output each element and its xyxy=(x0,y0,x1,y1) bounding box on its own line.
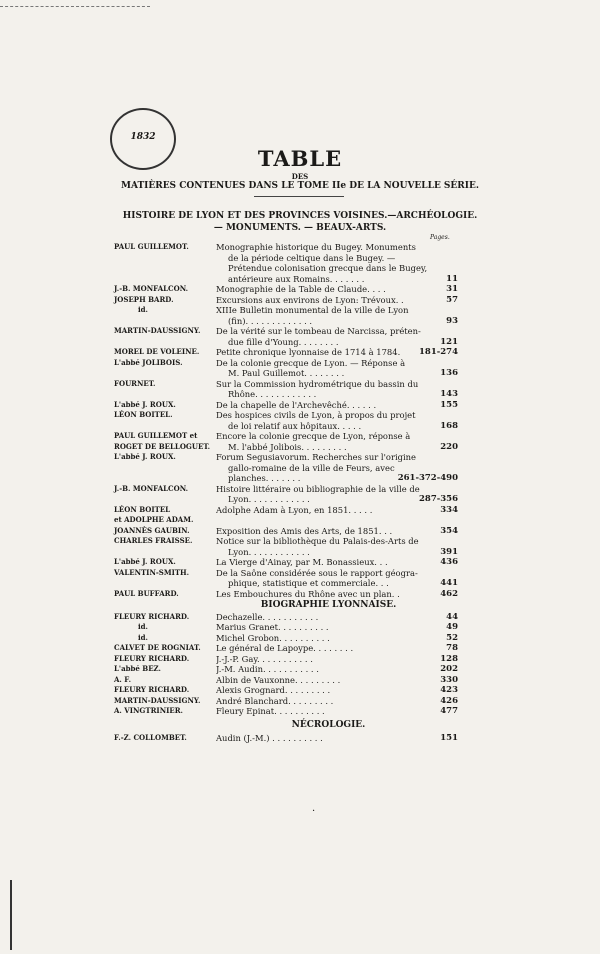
entry-page-number: 136 xyxy=(440,368,458,378)
entry-title-line: Notice sur la bibliothèque du Palais-des-Arts de xyxy=(216,536,419,546)
entry-author xyxy=(114,654,189,665)
entry-author xyxy=(114,347,199,358)
entry-page-number: 462 xyxy=(440,588,458,599)
entry-title-line: Exposition des Amis des Arts, de 1851. . . xyxy=(216,525,393,536)
entry-author-line: FLEURY RICHARD. xyxy=(114,653,190,663)
entry-author xyxy=(138,305,148,316)
entry-page-number: 121 xyxy=(440,336,458,347)
entry-author-line: CHARLES FRAISSE. xyxy=(114,536,193,545)
entry-title-line: Histoire littéraire ou bibliographie de la ville de xyxy=(216,483,420,494)
entry-title-line: Dechazelle. . . . . . . . . . . xyxy=(216,611,319,622)
entry-author xyxy=(114,326,200,337)
entry-title-line: Lyon. . . . . . . . . . . . xyxy=(228,494,310,504)
entry-author xyxy=(114,410,173,421)
entry-author xyxy=(114,400,176,411)
entry-title xyxy=(216,685,441,696)
entry-title-line: Adolphe Adam à Lyon, en 1851. . . . . xyxy=(216,504,373,515)
entry-title xyxy=(216,358,441,379)
entry-page-number: 423 xyxy=(440,685,458,695)
entry-title-line: Petite chronique lyonnaise de 1714 à 1784. xyxy=(216,347,401,357)
entry-title-line: De la vérité sur le tombeau de Narcissa, préten- xyxy=(216,326,421,336)
entry-title xyxy=(216,284,441,295)
entry-title-line: Fleury Epinat. . . . . . . . . . xyxy=(216,706,325,716)
entry-title xyxy=(216,557,441,568)
entry-page-number: 391 xyxy=(440,546,458,557)
entry-author xyxy=(114,612,189,623)
entry-title-line: Rhône. . . . . . . . . . . . xyxy=(228,389,317,399)
entry-title-line: antérieure aux Romains. . . . . . . xyxy=(228,273,365,284)
entry-page-number: 52 xyxy=(446,632,458,643)
entry-author-line: id. xyxy=(138,632,148,642)
entry-page-number: 31 xyxy=(446,284,458,294)
entry-author-line: L'abbé J. ROUX. xyxy=(114,557,176,566)
entry-title xyxy=(216,484,441,505)
entry-title xyxy=(216,400,441,411)
entry-author-line: L'abbé JOLIBOIS. xyxy=(114,357,183,367)
entry-author-line: L'abbé J. ROUX. xyxy=(114,452,176,461)
section-heading: BIOGRAPHIE LYONNAISE. xyxy=(260,600,397,610)
page-title: TABLE xyxy=(257,146,343,171)
entry-author-line: MARTIN-DAUSSIGNY. xyxy=(114,326,201,335)
entry-author-line: PAUL GUILLEMOT. xyxy=(114,242,189,251)
entry-title-line: De la colonie grecque de Lyon. — Réponse à xyxy=(216,357,406,368)
entry-title xyxy=(216,536,441,557)
entry-title-line: Marius Granet. . . . . . . . . . xyxy=(216,622,329,632)
pages-column-label: Pages. xyxy=(430,234,450,241)
entry-title xyxy=(216,664,441,675)
entry-page-number: 151 xyxy=(440,733,458,743)
entry-title xyxy=(216,696,441,707)
entry-page-number: 155 xyxy=(440,399,458,410)
entry-author xyxy=(114,733,187,744)
entry-title xyxy=(216,379,441,400)
entry-title-line: La Vierge d'Ainay, par M. Bonassieux. . . xyxy=(216,557,388,567)
entry-title xyxy=(216,568,441,589)
entry-author xyxy=(114,685,189,696)
entry-page-number: 168 xyxy=(440,420,458,431)
entry-title xyxy=(216,431,441,452)
entry-page-number: 11 xyxy=(446,273,458,284)
entry-title xyxy=(216,633,441,644)
entry-page-number: 44 xyxy=(446,611,458,622)
scan-edge-line xyxy=(0,6,150,7)
entry-author-line: id. xyxy=(138,622,148,631)
entry-page-number: 78 xyxy=(446,643,458,653)
entry-author xyxy=(114,643,201,654)
entry-author-line: PAUL BUFFARD. xyxy=(114,588,179,598)
section-title xyxy=(0,210,600,234)
title-connector: DES xyxy=(291,172,309,181)
entry-author xyxy=(114,675,131,686)
entry-author-line: LÉON BOITEL. xyxy=(114,410,173,419)
entry-page-number: 143 xyxy=(440,389,458,399)
entry-page-number: 441 xyxy=(440,578,458,588)
entry-title-line: gallo-romaine de la ville de Feurs, avec xyxy=(228,462,395,473)
section-title-line-1: HISTOIRE DE LYON ET DES PROVINCES VOISINES.—ARCHÉOLOGIE. xyxy=(122,211,478,221)
entry-author xyxy=(114,568,189,579)
entry-page-number: 436 xyxy=(440,557,458,567)
entry-author-line: F.-Z. COLLOMBET. xyxy=(114,733,187,742)
entry-author xyxy=(114,242,189,253)
entry-page-number: 181-274 xyxy=(418,347,458,357)
entry-page-number: 287-356 xyxy=(418,494,458,504)
entry-author xyxy=(114,284,188,295)
entry-author xyxy=(114,696,200,707)
entry-title-line: (fin). . . . . . . . . . . . . xyxy=(228,315,313,326)
entry-title xyxy=(216,526,441,537)
scan-edge-mark xyxy=(10,880,12,950)
entry-title-line: André Blanchard. . . . . . . . . xyxy=(216,695,334,706)
entry-title xyxy=(216,295,441,306)
entry-author-line: CALVET DE ROGNIAT. xyxy=(114,643,201,652)
entry-author xyxy=(114,358,183,369)
stamp-text: 1832 xyxy=(130,132,156,142)
entry-title xyxy=(216,643,441,654)
entry-title xyxy=(216,706,441,717)
entry-title xyxy=(216,242,441,284)
entry-author-line: JOANNÈS GAUBIN. xyxy=(114,525,190,535)
entry-title-line: Michel Grobon. . . . . . . . . . xyxy=(216,632,330,643)
entry-page-number: 261-372-490 xyxy=(397,473,458,483)
entry-author xyxy=(114,536,192,547)
entry-author xyxy=(114,379,155,390)
entry-title-line: M. l'abbé Jolibois. . . . . . . . . xyxy=(228,441,347,452)
entry-title-line: J.-M. Audin. . . . . . . . . . . xyxy=(216,664,319,674)
entry-author-line: FOURNET. xyxy=(114,378,156,388)
entry-title xyxy=(216,589,441,600)
entry-title xyxy=(216,347,441,358)
entry-author-line: VALENTIN-SMITH. xyxy=(114,567,190,577)
entry-page-number: 93 xyxy=(446,315,458,326)
entry-author xyxy=(114,295,174,306)
entry-title-line: Encore la colonie grecque de Lyon, réponse à xyxy=(216,431,411,441)
entry-title-line: Des hospices civils de Lyon, à propos du projet xyxy=(216,410,416,420)
entry-title-line: Excursions aux environs de Lyon: Trévoux. . xyxy=(216,294,404,305)
entry-title-line: phique, statistique et commerciale. . . xyxy=(228,578,389,588)
entry-title xyxy=(216,733,441,744)
entry-title-line: Monographie de la Table de Claude. . . . xyxy=(216,284,386,294)
entry-page-number: 477 xyxy=(440,706,458,716)
entry-author-line: J.-B. MONFALCON. xyxy=(114,284,189,293)
entry-author xyxy=(114,664,161,675)
entry-title xyxy=(216,410,441,431)
entry-author xyxy=(114,452,176,463)
entry-title-line: Monographie historique du Bugey. Monuments xyxy=(216,242,416,252)
entry-title-line: J.-J.-P. Gay. . . . . . . . . . . xyxy=(216,653,313,664)
entry-title-line: XIIIe Bulletin monumental de la ville de Lyon xyxy=(216,305,409,315)
entry-page-number: 202 xyxy=(440,664,458,674)
entry-author-line: LÉON BOITEL xyxy=(114,504,171,514)
entry-author-line: A. F. xyxy=(114,674,132,684)
entry-page-number: 49 xyxy=(446,622,458,632)
entry-title xyxy=(216,622,441,633)
entry-title-line: de la période celtique dans le Bugey. — xyxy=(228,252,396,263)
entry-title xyxy=(216,612,441,623)
entry-title-line: Forum Segusiavorum. Recherches sur l'origine xyxy=(216,452,417,462)
entry-author-line: L'abbé J. ROUX. xyxy=(114,399,176,409)
section-heading: NÉCROLOGIE. xyxy=(291,719,366,730)
entry-author-line: PAUL GUILLEMOT et xyxy=(114,431,198,440)
entry-author-line: MOREL DE VOLEINE. xyxy=(114,347,200,356)
entry-author xyxy=(114,431,210,452)
entry-title xyxy=(216,305,441,326)
entry-author xyxy=(138,622,148,633)
entry-title-line: De la chapelle de l'Archevêché. . . . . . xyxy=(216,399,377,410)
entry-author-line: JOSEPH BARD. xyxy=(114,294,174,304)
entry-title-line: Sur la Commission hydrométrique du bassin du xyxy=(216,378,419,389)
entry-author-line: J.-B. MONFALCON. xyxy=(114,483,189,493)
footer-mark: · xyxy=(312,806,316,817)
entry-title xyxy=(216,326,441,347)
entry-title-line: planches. . . . . . . xyxy=(228,473,301,483)
entry-author-line: FLEURY RICHARD. xyxy=(114,685,190,694)
entry-author-line: et ADOLPHE ADAM. xyxy=(114,515,194,524)
entry-title-line: Les Embouchures du Rhône avec un plan. . xyxy=(216,588,400,599)
entry-title-line: due fille d'Young. . . . . . . . xyxy=(228,336,339,347)
entry-page-number: 57 xyxy=(446,294,458,305)
entry-page-number: 426 xyxy=(440,695,458,706)
entry-author xyxy=(114,484,188,495)
entry-title-line: Le général de Lapoype. . . . . . . . xyxy=(216,643,354,653)
entry-title-line: Audin (J.-M.) . . . . . . . . . . xyxy=(216,733,323,743)
entry-page-number: 128 xyxy=(440,653,458,664)
entry-title-line: De la Saône considérée sous le rapport géogra- xyxy=(216,567,418,578)
entry-title-line: Prétendue colonisation grecque dans le Bugey, xyxy=(228,263,428,273)
entry-title-line: M. Paul Guillemot. . . . . . . . xyxy=(228,368,345,378)
entry-author-line: MARTIN-DAUSSIGNY. xyxy=(114,695,201,705)
entry-title-line: Albin de Vauxonne. . . . . . . . . xyxy=(216,674,341,685)
entry-author xyxy=(114,557,176,568)
entry-author-line: id. xyxy=(138,305,148,314)
entry-author-line: A. VINGTRINIER. xyxy=(114,706,183,715)
entry-title xyxy=(216,675,441,686)
entry-author xyxy=(114,505,193,526)
entry-page-number: 354 xyxy=(440,525,458,536)
entry-title-line: Lyon. . . . . . . . . . . . xyxy=(228,546,310,557)
title-rule xyxy=(254,196,344,197)
entry-author xyxy=(114,706,183,717)
entry-page-number: 334 xyxy=(440,504,458,515)
entry-title xyxy=(216,654,441,665)
section-title-line-2: — MONUMENTS. — BEAUX-ARTS. xyxy=(213,223,387,233)
entry-title-line: de loi relatif aux hôpitaux. . . . . xyxy=(228,420,362,431)
entry-title xyxy=(216,505,441,516)
entry-author-line: FLEURY RICHARD. xyxy=(114,611,190,621)
entry-page-number: 330 xyxy=(440,674,458,685)
entry-author-line: ROGET DE BELLOGUET. xyxy=(114,441,211,451)
entry-page-number: 220 xyxy=(440,441,458,452)
entry-author xyxy=(138,633,148,644)
entry-author xyxy=(114,589,179,600)
entry-title-line: Alexis Grognard. . . . . . . . . xyxy=(216,685,331,695)
entry-author xyxy=(114,526,190,537)
entry-author-line: L'abbé BEZ. xyxy=(114,664,161,673)
page-subtitle: MATIÈRES CONTENUES DANS LE TOME IIe DE LA NOUVELLE SÉRIE. xyxy=(121,181,479,191)
